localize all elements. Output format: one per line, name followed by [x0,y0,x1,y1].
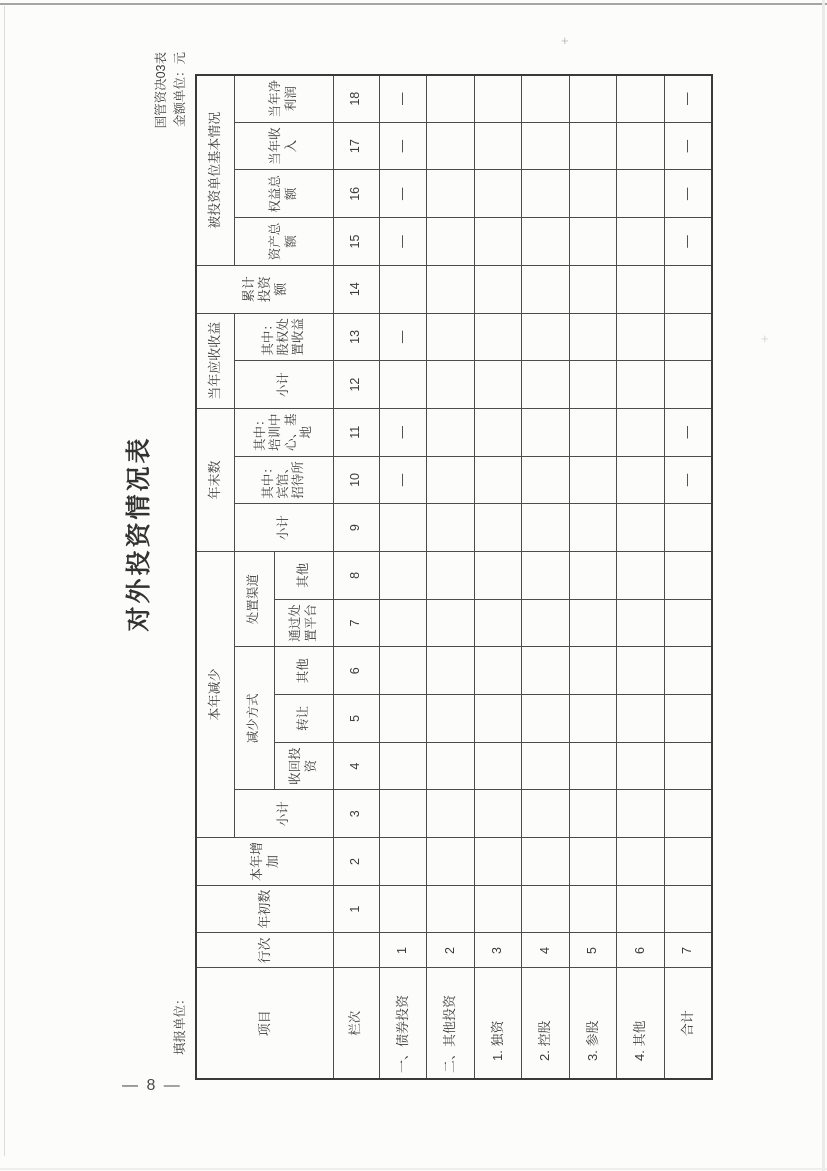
table-cell [427,838,475,886]
table-cell [569,122,617,170]
table-cell [569,170,617,218]
table-cell [617,218,665,266]
table-cell [569,790,617,838]
group-header-year-end: 年末数 [196,408,234,551]
table-cell [617,742,665,790]
table-cell [569,647,617,695]
table-cell [379,695,427,743]
col-header-18: 当年净利润 [234,75,333,123]
table-cell [522,408,570,456]
table-cell [569,265,617,313]
group-header-investee: 被投资单位基本情况 [196,75,234,266]
table-cell [427,361,475,409]
col-no-11: 11 [333,408,379,456]
table-cell [474,75,522,123]
table-cell [427,170,475,218]
col-no-16: 16 [333,170,379,218]
table-cell [664,504,712,552]
group-header-disposal-channel: 处置渠道 [234,551,274,646]
table-row [617,75,665,1079]
table-cell [474,456,522,504]
col-no-7: 7 [333,599,379,647]
col-header-11: 其中：培训中心、基地 [234,408,333,456]
row-label-3: 1. 独资 [474,968,522,1079]
table-cell [474,599,522,647]
fill-unit-label: 填报单位： [173,992,187,1055]
table-cell [427,218,475,266]
table-cell [427,75,475,123]
col-no-15: 15 [333,218,379,266]
table-cell [522,551,570,599]
table-cell [522,790,570,838]
row-label-5: 3. 参股 [569,968,617,1079]
table-cell [474,838,522,886]
table-cell [522,75,570,123]
table-cell [427,313,475,361]
row-label-4: 2. 控股 [522,968,570,1079]
table-cell [569,742,617,790]
table-cell [664,695,712,743]
table-cell [569,504,617,552]
col-no-9: 9 [333,504,379,552]
table-cell [569,695,617,743]
table-cell [474,313,522,361]
table-cell: — [664,218,712,266]
table-cell [427,504,475,552]
row-no-2: 2 [427,933,475,968]
table-cell [427,456,475,504]
col-header-16: 权益总额 [234,170,333,218]
table-cell [617,456,665,504]
table-cell [664,742,712,790]
table-cell [474,170,522,218]
col-header-5: 转让 [274,695,333,743]
table-cell: — [379,218,427,266]
col-no-14: 14 [333,265,379,313]
page-title: 对外投资情况表 [125,435,153,632]
col-header-2: 本年增加 [196,838,333,886]
table-cell: — [379,408,427,456]
table-cell [522,695,570,743]
table-cell [474,218,522,266]
col-no-4: 4 [333,742,379,790]
table-cell [474,122,522,170]
col-no-2: 2 [333,838,379,886]
table-cell [522,838,570,886]
table-cell [664,885,712,933]
col-no-10: 10 [333,456,379,504]
table-cell [474,885,522,933]
table-cell [617,75,665,123]
table-cell [664,838,712,886]
table-cell [427,647,475,695]
table-row [522,75,570,1079]
table-cell [617,551,665,599]
table-cell [617,838,665,886]
table-cell [379,265,427,313]
registration-plus-mark: + [561,33,569,48]
table-cell [379,647,427,695]
row-no-3: 3 [474,933,522,968]
table-row [474,75,522,1079]
row-label-1: 一、债券投资 [379,968,427,1079]
table-cell [569,885,617,933]
col-header-7: 通过处置平台 [274,599,333,647]
table-cell [474,551,522,599]
table-cell [617,647,665,695]
col-header-14-label: 累计投资额 [240,276,288,303]
table-cell [522,170,570,218]
table-cell [664,551,712,599]
table-cell [379,361,427,409]
registration-plus-mark: + [761,331,769,346]
table-cell [522,504,570,552]
table-cell: — [664,456,712,504]
table-cell [522,647,570,695]
row-no-5: 5 [569,933,617,968]
col-header-4: 收回投资 [274,742,333,790]
table-cell [617,122,665,170]
table-cell [522,122,570,170]
col-header-6: 其他 [274,647,333,695]
header-project: 项目 [196,968,333,1079]
table-row [569,75,617,1079]
table-cell [379,504,427,552]
table-cell [379,551,427,599]
table-cell [617,361,665,409]
form-code: 国管资决03表 [154,52,168,129]
table-cell: — [379,456,427,504]
table-cell [522,218,570,266]
table-cell [569,361,617,409]
table-cell [522,313,570,361]
row-no-6: 6 [617,933,665,968]
table-cell [474,647,522,695]
table-cell: — [664,170,712,218]
table-cell [664,599,712,647]
table-cell [617,885,665,933]
table-cell [427,742,475,790]
table-cell [617,790,665,838]
row-no-1: 1 [379,933,427,968]
table-row [664,75,712,1079]
group-header-decrease-method: 减少方式 [234,647,274,790]
col-no-8: 8 [333,551,379,599]
row-label-2: 二、其他投资 [427,968,475,1079]
table-cell: — [379,170,427,218]
table-cell [427,122,475,170]
table-cell [617,599,665,647]
row-label-7: 合计 [664,968,712,1079]
investment-table [195,74,713,1080]
col-no-18: 18 [333,75,379,123]
table-cell: — [664,408,712,456]
table-cell [427,265,475,313]
table-cell [522,361,570,409]
table-cell [379,790,427,838]
table-cell [664,313,712,361]
table-cell [569,313,617,361]
col-header-1: 年初数 [196,885,333,933]
table-row [379,75,427,1079]
col-no-6: 6 [333,647,379,695]
table-cell [617,504,665,552]
table-cell [379,599,427,647]
table-cell [569,408,617,456]
table-cell: — [379,122,427,170]
table-cell [379,742,427,790]
table-cell [522,265,570,313]
col-header-10: 其中：宾馆、招待所 [234,456,333,504]
table-row [427,75,475,1079]
table-cell [664,790,712,838]
row-no-4: 4 [522,933,570,968]
row-no-7: 7 [664,933,712,968]
table-cell: — [664,122,712,170]
col-no-12: 12 [333,361,379,409]
table-cell [664,361,712,409]
table-cell: — [379,313,427,361]
table-cell [617,170,665,218]
table-cell [569,599,617,647]
col-header-12: 小计 [234,361,333,409]
table-cell [522,456,570,504]
col-header-8: 其他 [274,551,333,599]
table-cell [664,647,712,695]
table-cell [474,790,522,838]
table-cell [427,551,475,599]
col-no-17: 17 [333,122,379,170]
col-header-9: 小计 [234,504,333,552]
table-cell [474,695,522,743]
col-header-13: 其中：股权处置收益 [234,313,333,361]
group-header-decrease: 本年减少 [196,551,234,837]
col-header-17: 当年收入 [234,122,333,170]
table-cell [522,742,570,790]
table-cell: — [379,75,427,123]
table-cell: — [664,75,712,123]
table-cell [569,218,617,266]
table-cell [617,313,665,361]
table-cell [474,408,522,456]
row-label-6: 4. 其他 [617,968,665,1079]
table-cell [474,361,522,409]
col-header-15: 资产总额 [234,218,333,266]
table-cell [569,456,617,504]
table-cell [569,838,617,886]
table-cell [522,599,570,647]
col-header-3: 小计 [234,790,333,838]
col-no-3: 3 [333,790,379,838]
unit-note: 金额单位：元 [173,52,187,128]
table-cell [569,551,617,599]
table-cell [379,885,427,933]
table-cell [379,838,427,886]
form-meta [152,52,190,128]
table-cell [427,408,475,456]
page-number: — 8 — [122,1077,182,1094]
corner-col-no: 栏次 [333,968,379,1079]
col-no-13: 13 [333,313,379,361]
group-header-receivable: 当年应收收益 [196,313,234,408]
table-cell [664,265,712,313]
table-cell [617,695,665,743]
table-cell [474,265,522,313]
col-no-1: 1 [333,885,379,933]
table-cell [427,599,475,647]
table-cell [617,408,665,456]
col-header-14 [196,265,333,313]
table-cell [522,885,570,933]
table-cell [569,75,617,123]
col-no-5: 5 [333,695,379,743]
table-cell [427,695,475,743]
table-cell [617,265,665,313]
col-no-blank-cell [333,933,379,968]
header-row-no: 行次 [196,933,333,968]
table-cell [427,790,475,838]
table-cell [474,504,522,552]
table-cell [427,885,475,933]
table-cell [474,742,522,790]
